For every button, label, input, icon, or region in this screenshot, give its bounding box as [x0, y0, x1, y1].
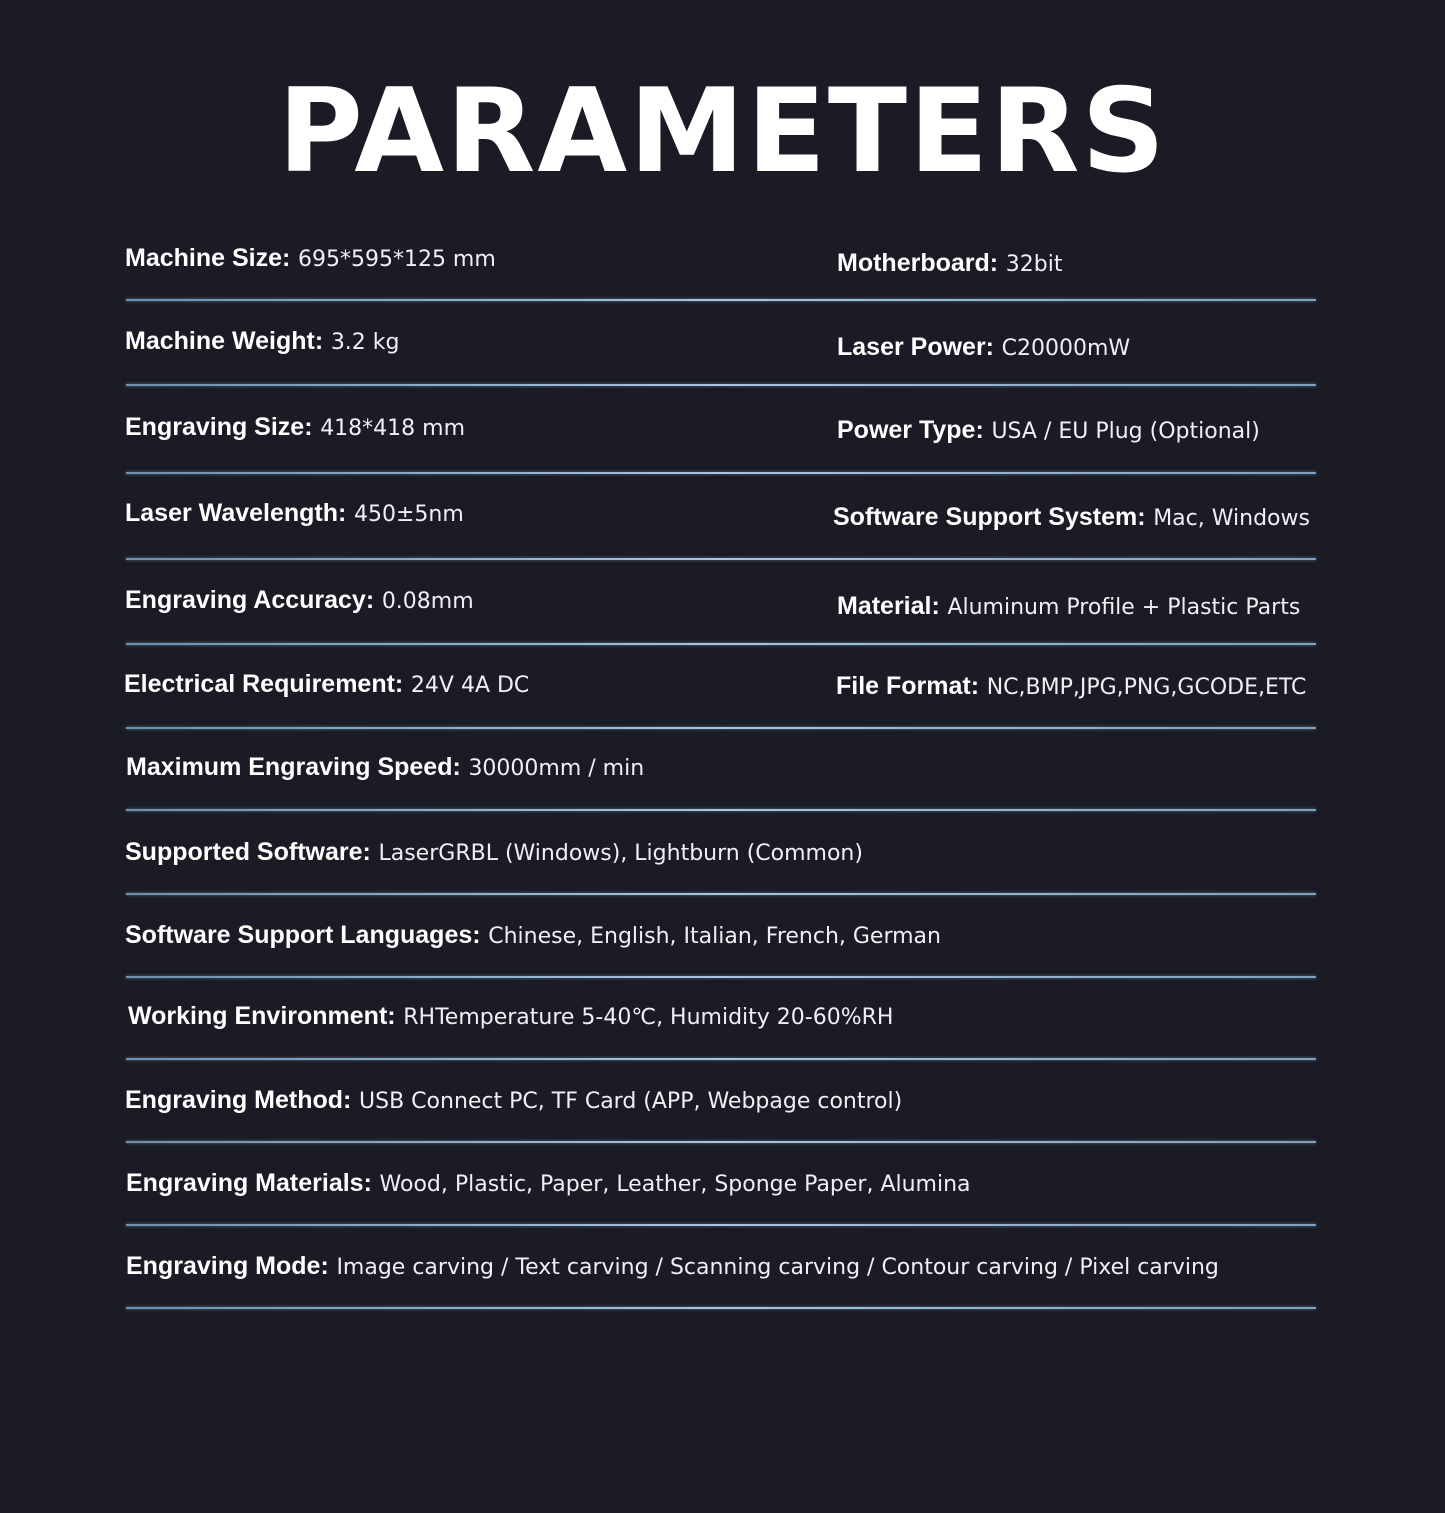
spec-value: Chinese, English, Italian, French, German — [488, 924, 941, 949]
spec-label: Supported Software: — [125, 838, 371, 866]
spec-value: Image carving / Text carving / Scanning carving / Contour carving / Pixel carving — [336, 1255, 1219, 1280]
spec-label: Power Type: — [837, 416, 984, 444]
spec-value: USA / EU Plug (Optional) — [991, 419, 1260, 444]
spec-engraving-materials — [126, 1167, 971, 1201]
spec-engraving-mode — [126, 1250, 1219, 1284]
spec-value: NC,BMP,JPG,PNG,GCODE,ETC — [986, 675, 1307, 700]
spec-row — [125, 242, 1315, 282]
row-divider — [126, 1141, 1316, 1143]
spec-label: File Format: — [836, 672, 980, 700]
spec-label: Engraving Accuracy: — [125, 586, 375, 614]
spec-value: 30000mm / min — [468, 756, 645, 781]
spec-value: Wood, Plastic, Paper, Leather, Sponge Paper, Alumina — [379, 1172, 971, 1197]
row-divider — [126, 893, 1316, 895]
spec-label: Material: — [837, 592, 940, 620]
spec-row — [125, 584, 1315, 624]
spec-row — [126, 1167, 1316, 1207]
spec-laser-wavelength — [125, 497, 464, 531]
spec-label: Machine Size: — [125, 244, 291, 272]
row-divider — [126, 1224, 1316, 1226]
spec-label: Software Support System: — [833, 503, 1146, 531]
row-divider — [126, 1307, 1316, 1309]
spec-label: Engraving Method: — [125, 1086, 352, 1114]
spec-row — [125, 1084, 1315, 1124]
row-divider — [126, 976, 1316, 978]
spec-value: Mac, Windows — [1153, 506, 1310, 531]
spec-row — [125, 411, 1315, 451]
spec-file-format — [836, 670, 1306, 704]
row-divider — [126, 809, 1316, 811]
spec-value: USB Connect PC, TF Card (APP, Webpage control) — [359, 1089, 903, 1114]
spec-engraving-size — [125, 411, 465, 445]
spec-power-type — [837, 414, 1260, 448]
spec-label: Engraving Mode: — [126, 1252, 329, 1280]
spec-row — [124, 668, 1314, 708]
spec-label: Software Support Languages: — [125, 921, 481, 949]
spec-value: Aluminum Profile + Plastic Parts — [947, 595, 1301, 620]
spec-value: C20000mW — [1001, 336, 1131, 361]
spec-label: Machine Weight: — [125, 327, 324, 355]
spec-electrical-requirement — [124, 668, 529, 702]
spec-label: Laser Power: — [837, 333, 995, 361]
row-divider — [126, 558, 1316, 560]
spec-value: 32bit — [1005, 252, 1063, 277]
spec-motherboard — [837, 247, 1062, 281]
spec-row — [128, 1000, 1318, 1040]
spec-value: LaserGRBL (Windows), Lightburn (Common) — [378, 841, 863, 866]
spec-value: 0.08mm — [381, 589, 474, 614]
spec-supported-software — [125, 836, 863, 870]
spec-machine-size — [125, 242, 496, 276]
spec-label: Electrical Requirement: — [124, 670, 404, 698]
spec-maximum-engraving-speed — [126, 751, 644, 785]
spec-value: 24V 4A DC — [410, 673, 530, 698]
spec-software-support-languages — [125, 919, 941, 953]
spec-label: Maximum Engraving Speed: — [126, 753, 461, 781]
spec-row — [126, 1250, 1316, 1290]
spec-row — [125, 325, 1315, 365]
spec-row — [125, 497, 1315, 537]
spec-value: 450±5nm — [354, 502, 464, 527]
spec-machine-weight — [125, 325, 400, 359]
page-title: PARAMETERS — [277, 64, 1168, 199]
row-divider — [126, 384, 1316, 386]
spec-label: Working Environment: — [128, 1002, 396, 1030]
spec-label: Laser Wavelength: — [125, 499, 347, 527]
row-divider — [126, 643, 1316, 645]
spec-row — [126, 751, 1316, 791]
spec-label: Motherboard: — [837, 249, 999, 277]
spec-engraving-method — [125, 1084, 902, 1118]
row-divider — [126, 472, 1316, 474]
spec-row — [125, 919, 1315, 959]
spec-value: 418*418 mm — [320, 416, 466, 441]
spec-working-environment — [128, 1000, 893, 1034]
spec-value: 695*595*125 mm — [297, 247, 496, 272]
spec-value: RHTemperature 5-40℃, Humidity 20-60%RH — [403, 1005, 894, 1030]
row-divider — [126, 727, 1316, 729]
spec-engraving-accuracy — [125, 584, 474, 618]
spec-value: 3.2 kg — [330, 330, 400, 355]
spec-label: Engraving Materials: — [126, 1169, 372, 1197]
row-divider — [126, 1058, 1316, 1060]
row-divider — [126, 299, 1316, 301]
spec-material — [837, 590, 1300, 624]
spec-laser-power — [837, 331, 1130, 365]
spec-row — [125, 836, 1315, 876]
spec-software-support-system — [833, 501, 1310, 535]
spec-label: Engraving Size: — [125, 413, 313, 441]
